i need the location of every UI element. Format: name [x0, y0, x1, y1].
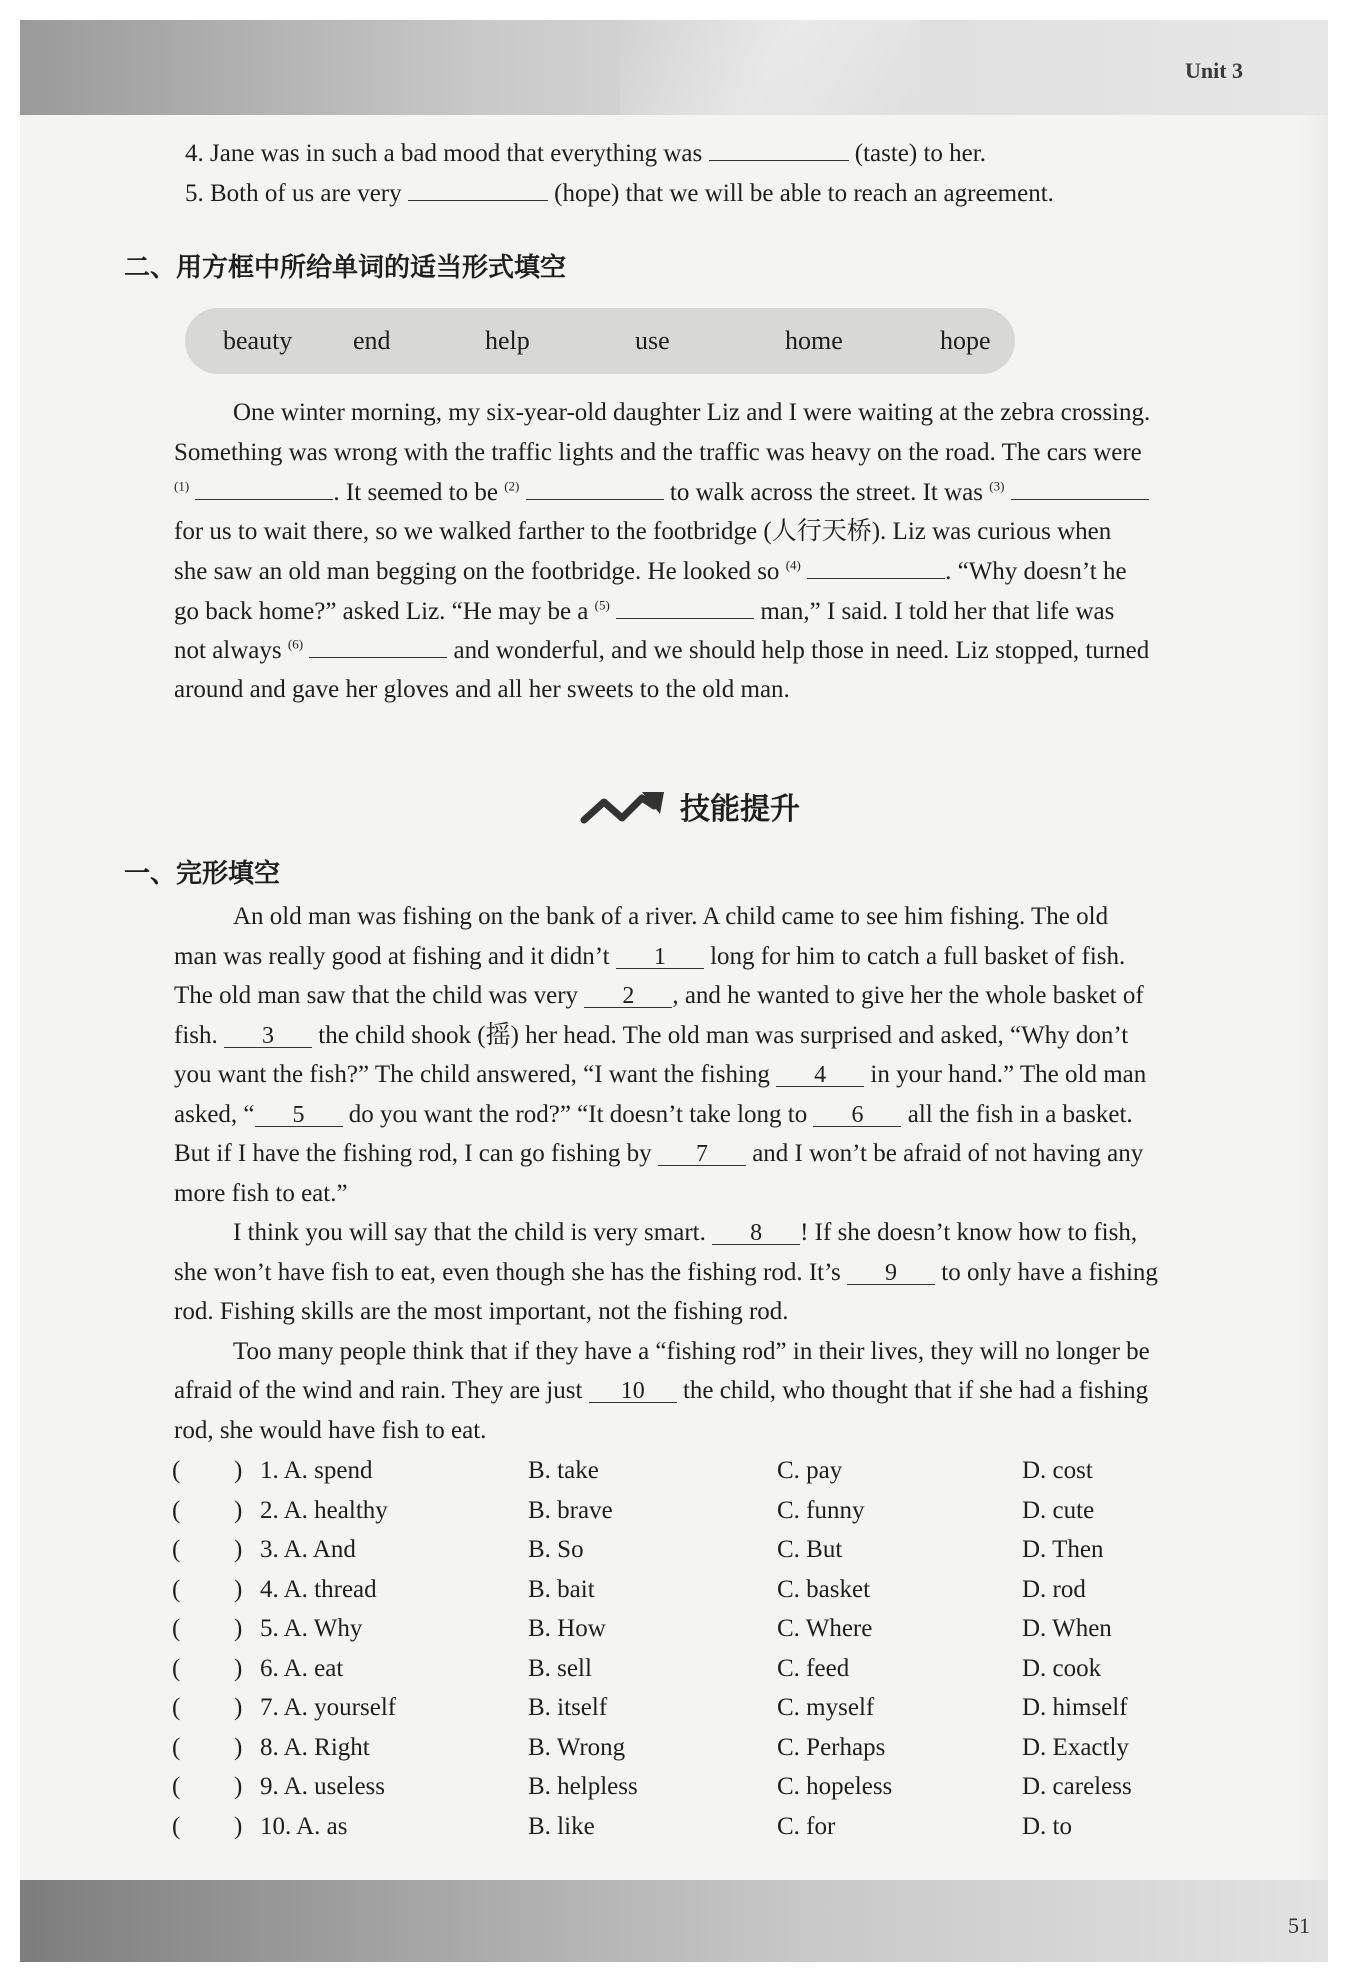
cloze-line — [174, 1021, 1128, 1051]
passage-line: for us to wait there, so we walked farther to the footbridge (人行天桥). Liz was curious when — [174, 518, 1112, 545]
option-a[interactable]: 8. A. Right — [260, 1733, 370, 1761]
option-a[interactable]: 3. A. And — [260, 1536, 356, 1563]
option-c[interactable]: C. funny — [777, 1496, 865, 1524]
passage-line — [174, 477, 1149, 508]
option-c[interactable]: C. myself — [777, 1694, 875, 1721]
passage-line: One winter morning, my six-year-old daughter Liz and I were waiting at the zebra crossing. — [233, 399, 1151, 426]
option-b[interactable]: B. brave — [528, 1496, 613, 1524]
cloze-blank[interactable]: 3 — [224, 1025, 312, 1048]
option-d[interactable]: D. When — [1022, 1615, 1112, 1642]
trend-arrow-icon — [580, 788, 670, 828]
cloze-text: asked, “ — [174, 1101, 255, 1128]
passage-text: to walk across the street. It was — [669, 479, 983, 506]
sentence-4-text: 4. Jane was in such a bad mood that everything was — [185, 140, 703, 167]
answer-blank[interactable] — [195, 477, 333, 500]
skills-title: 技能提升 — [680, 792, 800, 827]
passage-text: man,” I said. I told her that life was — [760, 598, 1115, 625]
answer-blank[interactable] — [309, 635, 447, 658]
answer-paren-right: ) — [234, 1773, 243, 1800]
answer-blank[interactable] — [709, 138, 849, 161]
answer-paren-right: ) — [234, 1615, 243, 1642]
sentence-5-hint: (hope) that we will be able to reach an agreement. — [554, 180, 1054, 207]
option-b[interactable]: B. itself — [528, 1694, 608, 1721]
option-d[interactable]: D. Exactly — [1022, 1733, 1129, 1761]
answer-blank[interactable] — [616, 596, 754, 619]
cloze-text: , and he wanted to give her the whole basket of — [672, 982, 1144, 1009]
option-a[interactable]: 2. A. healthy — [260, 1496, 388, 1524]
passage-text: go back home?” asked Liz. “He may be a — [174, 598, 589, 625]
answer-paren-right: ) — [234, 1733, 243, 1761]
answer-paren-right: ) — [234, 1496, 243, 1524]
option-d[interactable]: D. cute — [1022, 1496, 1095, 1524]
answer-paren-left: ( — [172, 1733, 181, 1761]
option-a[interactable]: 5. A. Why — [260, 1615, 363, 1642]
blank-marker: (5) — [594, 597, 610, 613]
option-c[interactable]: C. Perhaps — [777, 1733, 886, 1761]
option-c[interactable]: C. hopeless — [777, 1773, 893, 1800]
answer-paren-left: ( — [172, 1694, 181, 1721]
answer-paren-right: ) — [234, 1575, 243, 1603]
cloze-blank[interactable]: 5 — [255, 1104, 343, 1127]
answer-paren-right: ) — [234, 1536, 243, 1563]
option-b[interactable]: B. helpless — [528, 1773, 638, 1800]
option-a[interactable]: 4. A. thread — [260, 1575, 377, 1603]
option-d[interactable]: D. cook — [1022, 1654, 1102, 1682]
answer-paren-left: ( — [172, 1615, 181, 1642]
sentence-5 — [185, 178, 1054, 209]
answer-paren-left: ( — [172, 1812, 181, 1840]
option-b[interactable]: B. sell — [528, 1654, 592, 1682]
cloze-line — [233, 1218, 1137, 1248]
passage-line: Something was wrong with the traffic lights and the traffic was heavy on the road. The cars were — [174, 439, 1142, 466]
passage-text: not always — [174, 637, 282, 664]
option-d[interactable]: D. Then — [1022, 1536, 1104, 1563]
section-2-heading: 二、用方框中所给单词的适当形式填空 — [124, 253, 567, 283]
passage-text: . It seemed to be — [333, 479, 498, 506]
option-b[interactable]: B. bait — [528, 1575, 595, 1603]
word-use: use — [635, 326, 670, 355]
option-c[interactable]: C. Where — [777, 1615, 873, 1642]
cloze-blank[interactable]: 9 — [847, 1262, 935, 1285]
answer-paren-right: ) — [234, 1694, 243, 1721]
word-hope: hope — [940, 326, 991, 355]
cloze-text: you want the fish?” The child answered, “I want the fishing — [174, 1061, 770, 1088]
cloze-text: long for him to catch a full basket of fish. — [710, 943, 1126, 970]
answer-blank[interactable] — [807, 556, 945, 579]
cloze-text: she won’t have fish to eat, even though she has the fishing rod. It’s — [174, 1259, 841, 1286]
answer-blank[interactable] — [1011, 477, 1149, 500]
cloze-text: man was really good at fishing and it didn’t — [174, 943, 610, 970]
option-b[interactable]: B. take — [528, 1457, 599, 1484]
cloze-blank[interactable]: 4 — [776, 1064, 864, 1087]
option-d[interactable]: D. cost — [1022, 1457, 1093, 1484]
blank-marker: (3) — [989, 478, 1005, 494]
blank-marker: (4) — [785, 557, 801, 573]
answer-paren-right: ) — [234, 1812, 243, 1840]
answer-paren-left: ( — [172, 1536, 181, 1563]
word-help: help — [485, 326, 530, 355]
answer-paren-left: ( — [172, 1575, 181, 1603]
answer-blank[interactable] — [408, 178, 548, 201]
page-content — [20, 20, 1328, 1962]
answer-blank[interactable] — [526, 477, 664, 500]
option-d[interactable]: D. careless — [1022, 1773, 1132, 1800]
passage-line: around and gave her gloves and all her sweets to the old man. — [174, 676, 790, 703]
cloze-text: and I won’t be afraid of not having any — [752, 1140, 1144, 1167]
cloze-blank[interactable]: 6 — [813, 1104, 901, 1127]
cloze-line — [174, 1139, 1143, 1169]
passage-text: and wonderful, and we should help those in need. Liz stopped, turned — [453, 637, 1150, 664]
passage-line — [174, 556, 1127, 587]
answer-paren-right: ) — [234, 1457, 243, 1484]
option-c[interactable]: C. for — [777, 1812, 836, 1840]
blank-marker: (6) — [287, 636, 304, 652]
answer-paren-right: ) — [234, 1654, 243, 1682]
cloze-text: in your hand.” The old man — [870, 1061, 1147, 1088]
cloze-blank[interactable]: 2 — [584, 985, 672, 1008]
passage-line — [174, 635, 1149, 666]
cloze-line: Too many people think that if they have a “fishing rod” in their lives, they will no longer be — [233, 1338, 1150, 1365]
cloze-blank[interactable]: 1 — [616, 946, 704, 969]
answer-paren-left: ( — [172, 1773, 181, 1800]
option-d[interactable]: D. rod — [1022, 1575, 1086, 1603]
option-c[interactable]: C. feed — [777, 1654, 850, 1682]
cloze-line: rod, she would have fish to eat. — [174, 1417, 487, 1444]
word-beauty: beauty — [223, 326, 293, 355]
sentence-4 — [185, 138, 986, 169]
option-c[interactable]: C. basket — [777, 1575, 871, 1603]
option-a[interactable]: 6. A. eat — [260, 1654, 344, 1682]
cloze-line: rod. Fishing skills are the most important, not the fishing rod. — [174, 1298, 789, 1325]
word-end: end — [353, 326, 391, 355]
option-b[interactable]: B. Wrong — [528, 1733, 626, 1761]
cloze-text: fish. — [174, 1022, 218, 1049]
cloze-line — [174, 1100, 1133, 1130]
blank-marker: (1) — [174, 478, 190, 494]
cloze-line — [174, 981, 1144, 1011]
option-c[interactable]: C. But — [777, 1536, 843, 1563]
workbook-page — [20, 20, 1328, 1962]
option-d[interactable]: D. himself — [1022, 1694, 1128, 1721]
cloze-text: the child, who thought that if she had a fishing — [682, 1377, 1149, 1404]
sentence-5-text: 5. Both of us are very — [185, 180, 402, 207]
passage-text: . “Why doesn’t he — [945, 558, 1127, 585]
cloze-text: all the fish in a basket. — [907, 1101, 1133, 1128]
option-a[interactable]: 9. A. useless — [260, 1773, 385, 1800]
cloze-heading: 一、完形填空 — [124, 859, 281, 889]
cloze-text: ! If she doesn’t know how to fish, — [800, 1219, 1138, 1246]
cloze-blank[interactable]: 7 — [658, 1143, 746, 1166]
word-box — [185, 308, 1015, 374]
answer-paren-left: ( — [172, 1654, 181, 1682]
option-a[interactable]: 1. A. spend — [260, 1457, 373, 1484]
answer-paren-left: ( — [172, 1496, 181, 1524]
cloze-line — [174, 1258, 1158, 1288]
cloze-line — [174, 1060, 1146, 1090]
cloze-text: afraid of the wind and rain. They are just — [174, 1377, 583, 1404]
passage-line — [174, 596, 1114, 627]
option-a[interactable]: 7. A. yourself — [260, 1694, 397, 1721]
cloze-text: to only have a fishing — [941, 1259, 1158, 1286]
sentence-4-hint: (taste) to her. — [854, 140, 986, 167]
cloze-text: I think you will say that the child is very smart. — [233, 1219, 706, 1246]
cloze-line — [174, 1376, 1148, 1406]
page-number: 51 — [1288, 1913, 1310, 1938]
blank-marker: (2) — [504, 478, 520, 494]
cloze-line — [174, 942, 1125, 972]
cloze-blank[interactable]: 8 — [712, 1222, 800, 1245]
passage-text: she saw an old man begging on the footbridge. He looked so — [174, 558, 780, 585]
option-a[interactable]: 10. A. as — [260, 1812, 348, 1840]
option-b[interactable]: B. How — [528, 1615, 606, 1642]
word-home: home — [785, 326, 843, 355]
cloze-blank[interactable]: 10 — [589, 1380, 677, 1403]
cloze-line: An old man was fishing on the bank of a river. A child came to see him fishing. The old — [233, 903, 1109, 930]
answer-paren-left: ( — [172, 1457, 181, 1484]
cloze-text: do you want the rod?” “It doesn’t take long to — [348, 1101, 808, 1128]
cloze-text: the child shook (摇) her head. The old man was surprised and asked, “Why don’t — [318, 1022, 1129, 1049]
cloze-text: But if I have the fishing rod, I can go fishing by — [174, 1140, 652, 1167]
cloze-text: The old man saw that the child was very — [174, 982, 579, 1009]
option-b[interactable]: B. like — [528, 1812, 595, 1840]
cloze-line: more fish to eat.” — [174, 1180, 348, 1207]
unit-label: Unit 3 — [1185, 58, 1244, 83]
option-c[interactable]: C. pay — [777, 1457, 843, 1484]
option-d[interactable]: D. to — [1022, 1812, 1072, 1840]
option-b[interactable]: B. So — [528, 1536, 584, 1563]
